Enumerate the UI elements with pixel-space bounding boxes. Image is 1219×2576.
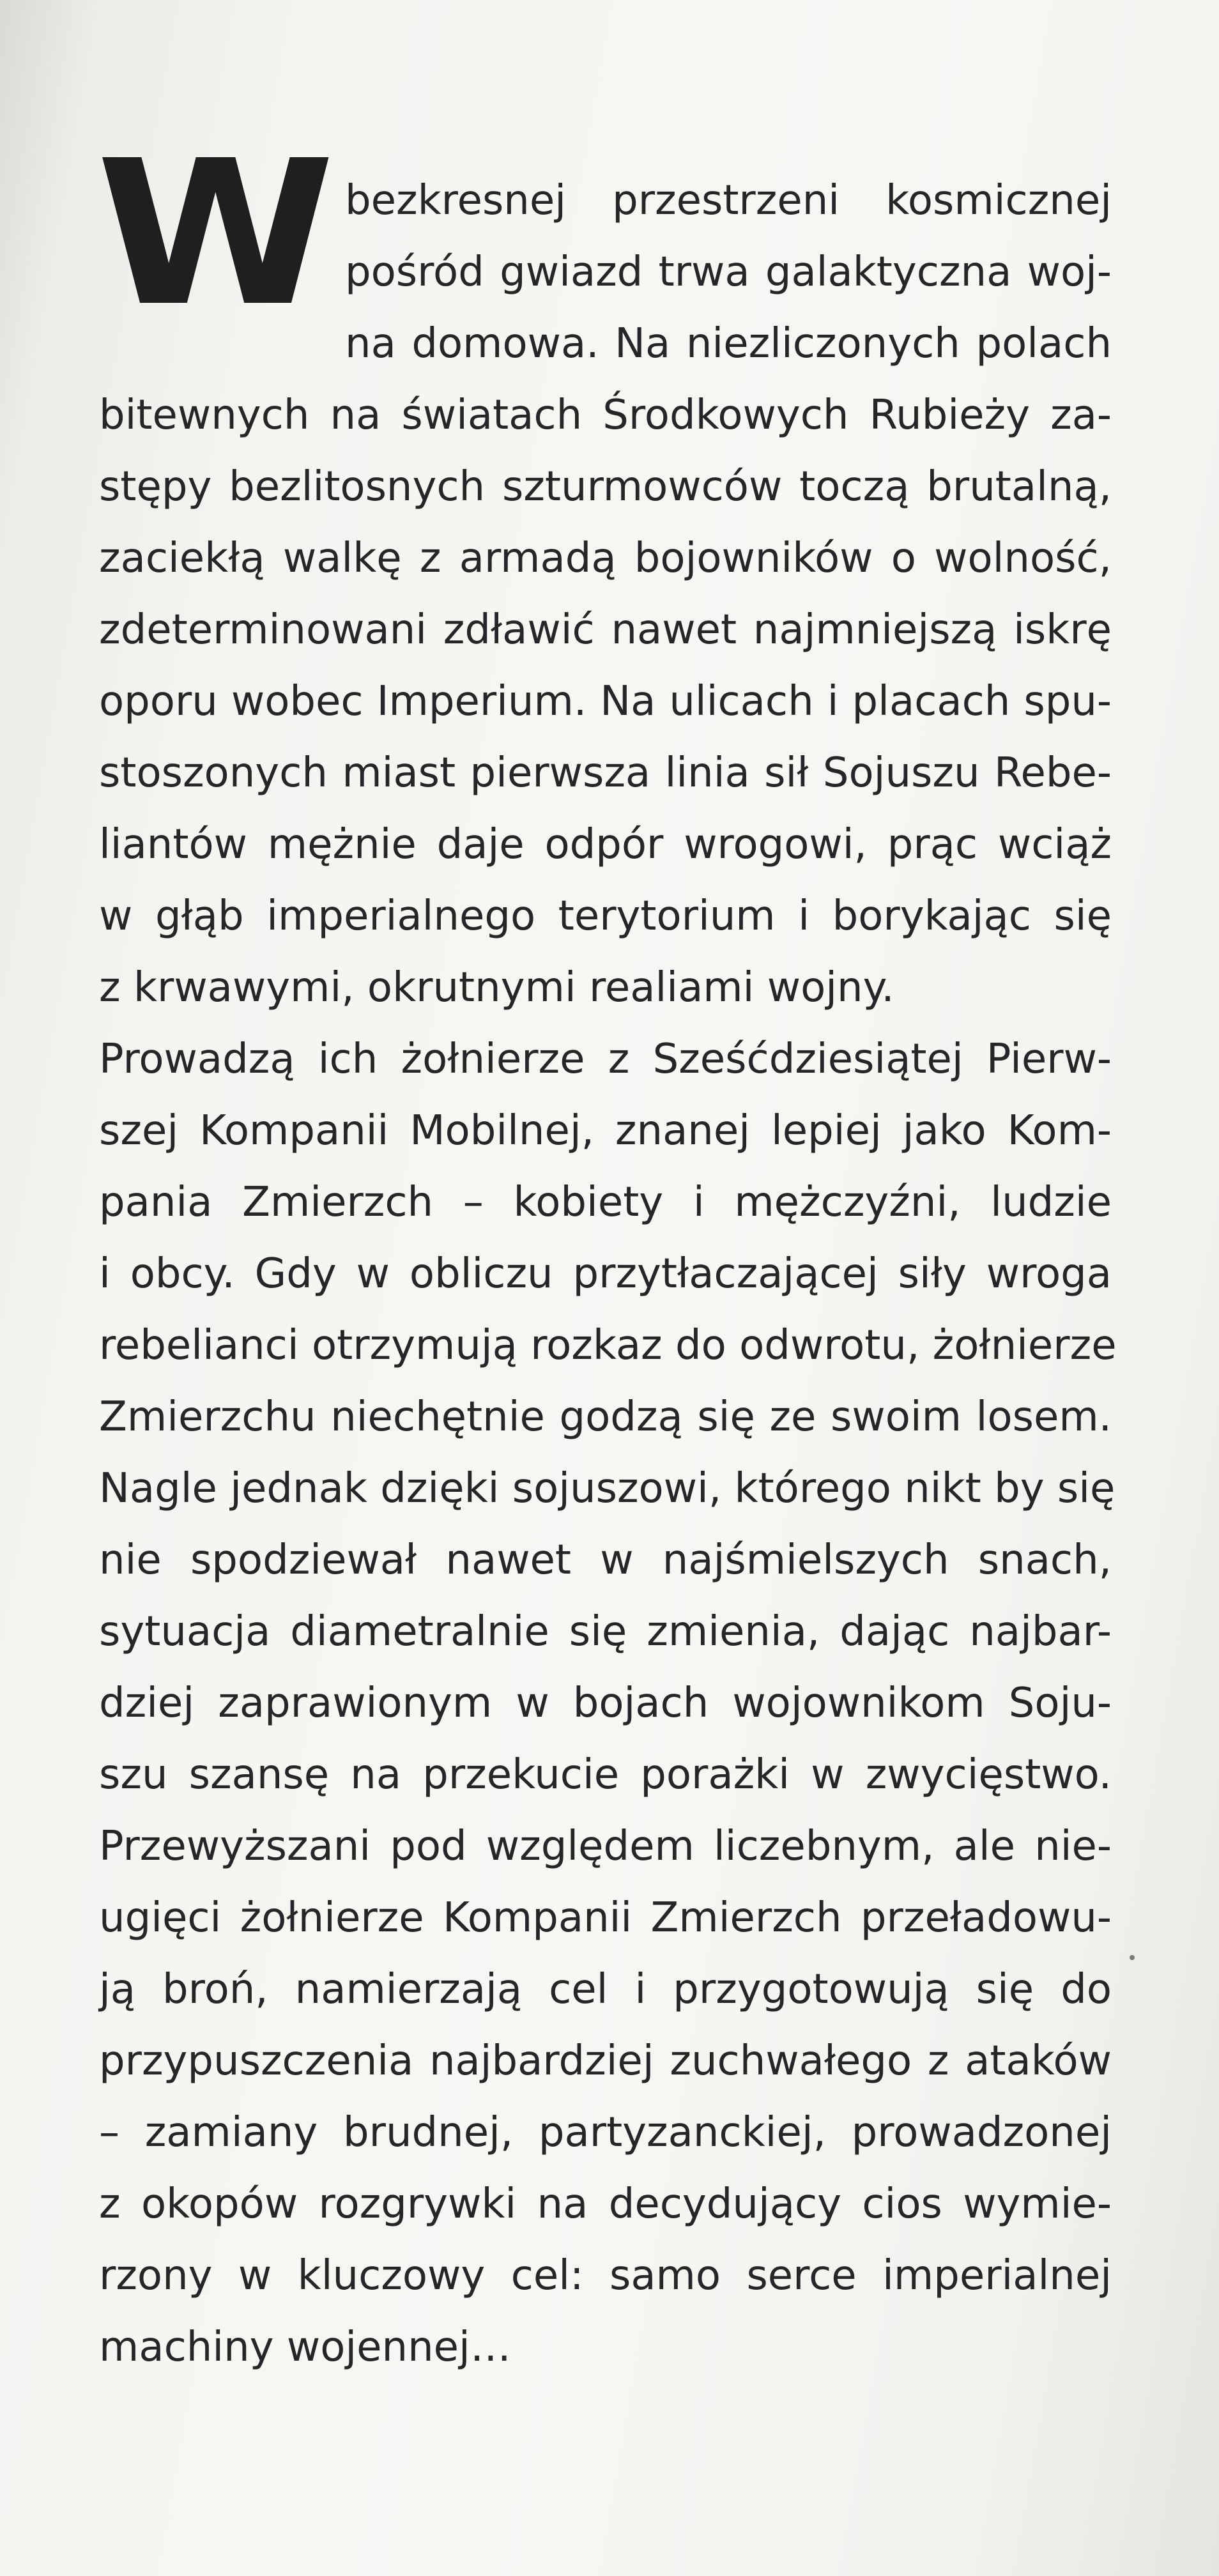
text-line: bezkresnej przestrzeni kosmicznej — [345, 177, 1112, 224]
text-line: liantów mężnie daje odpór wrogowi, prąc wciąż — [99, 821, 1112, 868]
text-line: stępy bezlitosnych szturmowców toczą brutalną, — [99, 463, 1112, 510]
text-line: rzony w kluczowy cel: samo serce imperialnej — [99, 2252, 1112, 2299]
text-line: Przewyższani pod względem liczebnym, ale nie- — [99, 1823, 1112, 1870]
text-line: i obcy. Gdy w obliczu przytłaczającej siły wroga — [99, 1250, 1112, 1298]
text-line: szej Kompanii Mobilnej, znanej lepiej jako Kom- — [99, 1107, 1112, 1154]
text-line: ją broń, namierzają cel i przygotowują się do — [99, 1966, 1112, 2013]
paper-speck — [1130, 1955, 1135, 1960]
text-line: rebelianci otrzymują rozkaz do odwrotu, żołnierze — [99, 1322, 1117, 1369]
text-line: z okopów rozgrywki na decydujący cios wymie- — [99, 2181, 1112, 2228]
text-line: zdeterminowani zdławić nawet najmniejszą iskrę — [99, 606, 1112, 654]
text-line: – zamiany brudnej, partyzanckiej, prowadzonej — [99, 2109, 1112, 2156]
text-line: stoszonych miast pierwsza linia sił Sojuszu Rebe- — [99, 749, 1112, 797]
text-line: na domowa. Na niezliczonych polach — [345, 320, 1112, 367]
text-line: machiny wojennej… — [99, 2324, 511, 2371]
text-line: przypuszczenia najbardziej zuchwałego z ataków — [99, 2037, 1112, 2085]
text-line: oporu wobec Imperium. Na ulicach i placach spu- — [99, 678, 1112, 725]
text-line: zaciekłą walkę z armadą bojowników o wolność, — [99, 535, 1112, 582]
text-line: sytuacja diametralnie się zmienia, dając najbar- — [99, 1608, 1112, 1655]
text-line: Nagle jednak dzięki sojuszowi, którego nikt by się — [99, 1465, 1116, 1512]
text-line: z krwawymi, okrutnymi realiami wojny. — [99, 964, 894, 1011]
text-line: dziej zaprawionym w bojach wojownikom Soju- — [99, 1680, 1112, 1727]
text-line: bitewnych na światach Środkowych Rubieży za- — [99, 392, 1112, 439]
text-line: pania Zmierzch – kobiety i mężczyźni, ludzie — [99, 1179, 1112, 1226]
text-line: w głąb imperialnego terytorium i borykając się — [99, 893, 1112, 940]
text-line: Zmierzchu niechętnie godzą się ze swoim losem. — [99, 1393, 1112, 1441]
drop-cap-letter: W — [96, 118, 330, 351]
text-line: ugięci żołnierze Kompanii Zmierzch przeładowu- — [99, 1894, 1112, 1942]
text-line: nie spodziewał nawet w najśmielszych snach, — [99, 1537, 1112, 1584]
text-line: pośród gwiazd trwa galaktyczna woj- — [345, 249, 1112, 296]
text-line: szu szansę na przekucie porażki w zwycięstwo. — [99, 1751, 1112, 1798]
text-line: Prowadzą ich żołnierze z Sześćdziesiątej Pierw- — [99, 1036, 1112, 1083]
